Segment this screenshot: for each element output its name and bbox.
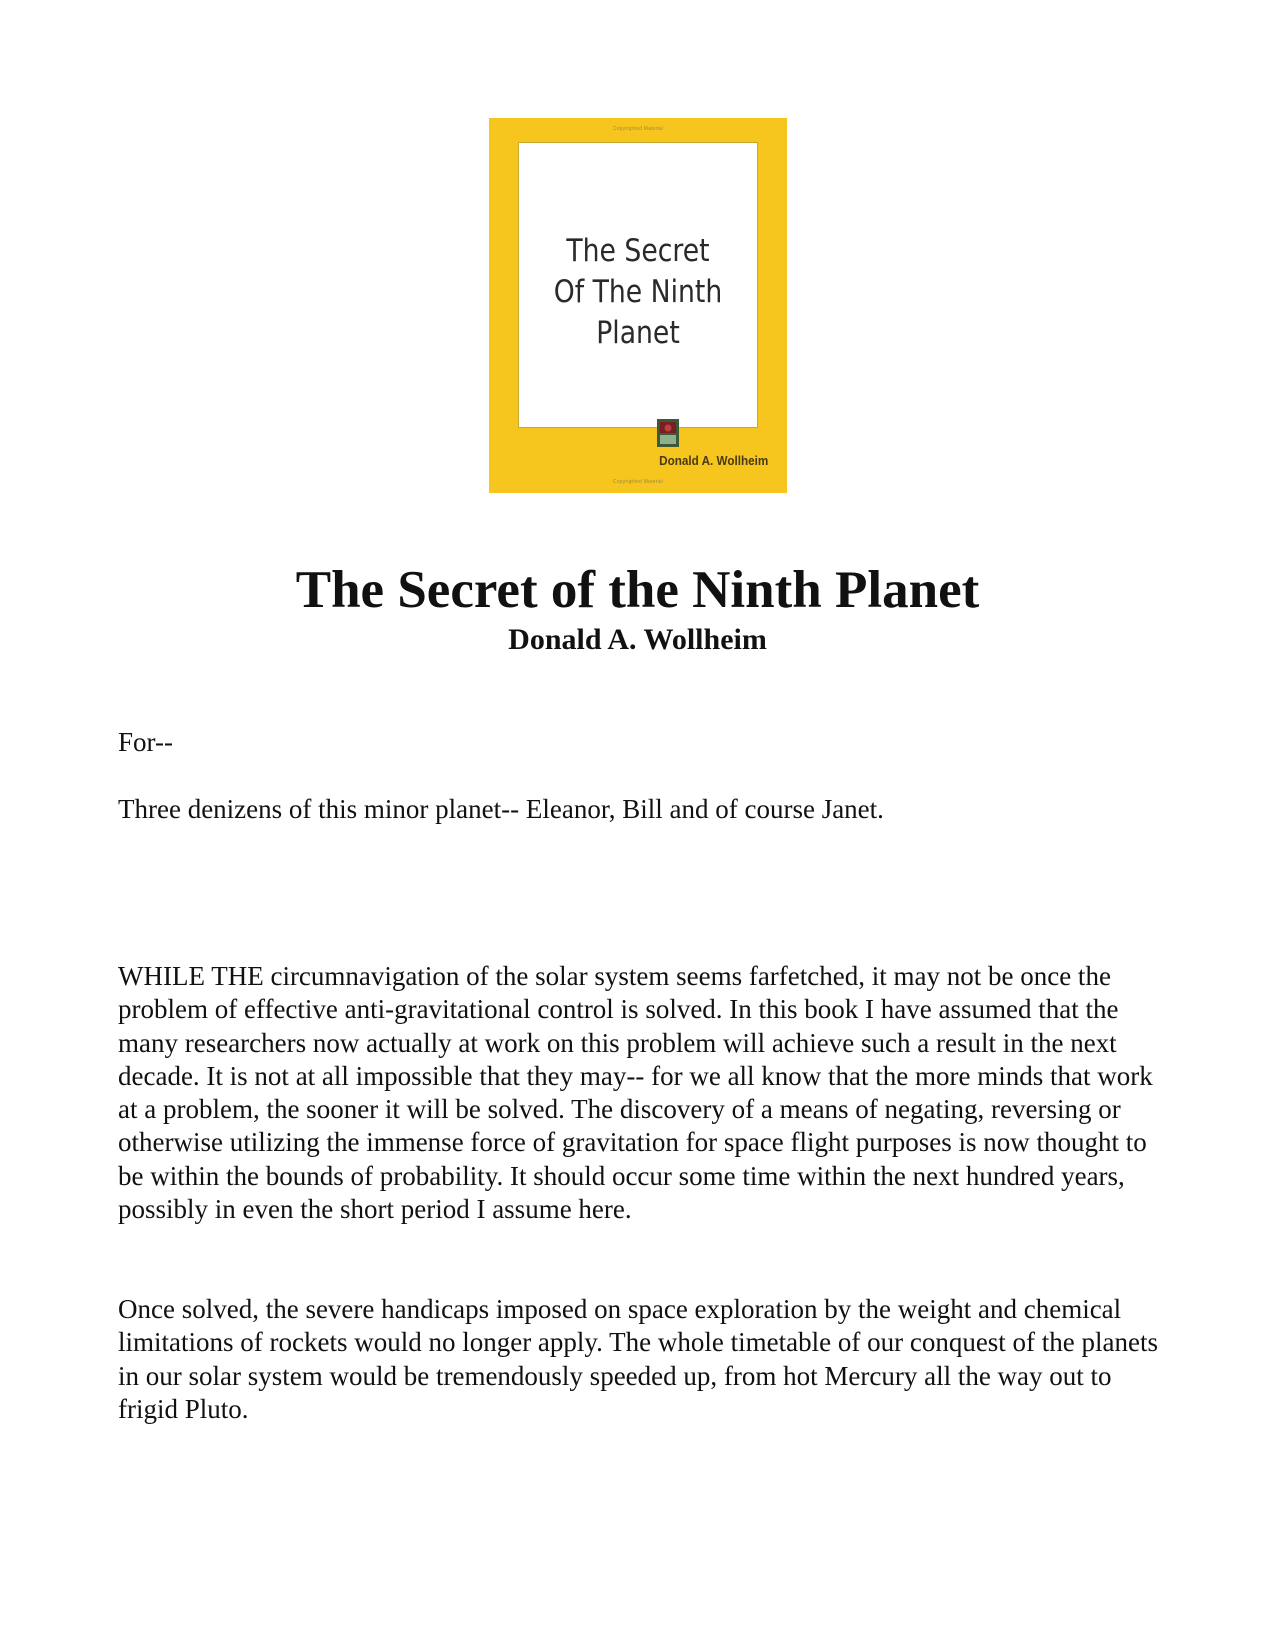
body-paragraph: WHILE THE circumnavigation of the solar system seems farfetched, it may not be once the problem of effective anti-gravitational control is solved. In this book I have assumed that the many researchers now actually at work on this problem will achieve such a result in the next decade. It is not at all impossible that they may-- for we all know that the more minds that work at a problem, the sooner it will be solved. The discovery of a means of negating, reversing or otherwise utilizing the immense force of gravitation for space flight purposes is now thought to be within the bounds of probability. It should occur some time within the next hundred years, possibly in even the short period I assume here. <box>118 961 1153 1225</box>
cover-author: Donald A. Wollheim <box>658 453 768 468</box>
cover-title-panel <box>518 142 758 428</box>
cover-fine-print-top: Copyrighted Material <box>612 126 664 132</box>
dedication-text: Three denizens of this minor planet-- Eleanor, Bill and of course Janet. <box>118 794 884 824</box>
book-author: Donald A. Wollheim <box>508 623 767 656</box>
body-paragraph: Once solved, the severe handicaps imposed on space exploration by the weight and chemical limitations of rockets would no longer apply. The whole timetable of our conquest of the planets in our solar system would be tremendously speeded up, from hot Mercury all the way out to frigid Pluto. <box>118 1294 1159 1424</box>
cover-fine-print-bottom: Copyrighted Material <box>612 479 664 485</box>
book-title: The Secret of the Ninth Planet <box>295 561 980 619</box>
dedication-label: For-- <box>118 727 173 757</box>
publisher-logo-icon <box>657 419 679 447</box>
book-cover-image <box>489 118 787 493</box>
cover-title: The Secret Of The Ninth Planet <box>553 233 723 351</box>
